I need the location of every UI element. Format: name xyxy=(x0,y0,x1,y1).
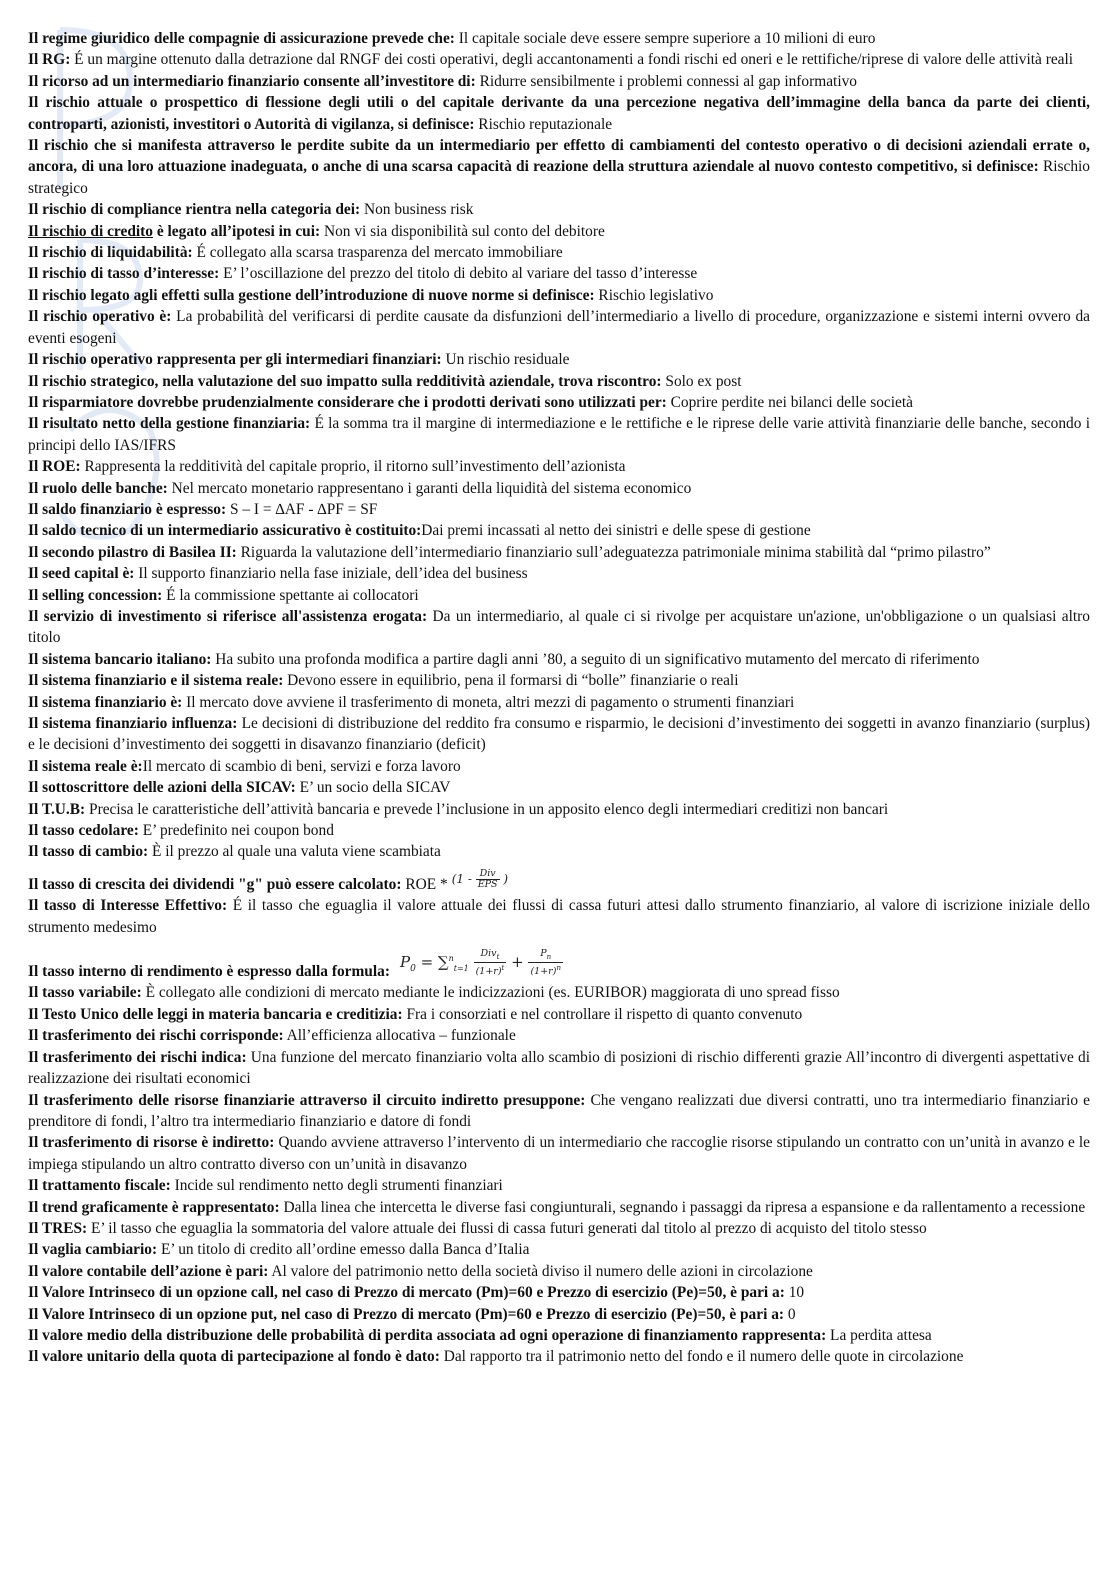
term2-den-sup: n xyxy=(556,963,561,972)
answer-text: 10 xyxy=(784,1284,805,1302)
question-text: Il tasso di crescita dei dividendi "g" può essere calcolato: xyxy=(28,875,402,893)
answer-text: 0 xyxy=(784,1305,796,1323)
answer-text: All’efficienza allocativa – funzionale xyxy=(283,1027,516,1045)
answer-text: È collegato alle condizioni di mercato mediante le indicizzazioni (es. EURIBOR) maggiorata di uno spread fisso xyxy=(141,984,840,1002)
dividend-growth-formula xyxy=(452,869,508,890)
question-text: Il trasferimento dei rischi corrisponde: xyxy=(28,1027,284,1045)
question-text: Il vaglia cambiario: xyxy=(28,1241,158,1259)
question-text: Il valore unitario della quota di partecipazione al fondo è dato: xyxy=(28,1348,440,1366)
qa-entry xyxy=(28,242,1090,263)
answer-text: Il mercato dove avviene il trasferimento di moneta, altri mezzi di pagamento o strumenti finanziari xyxy=(182,693,795,711)
question-text: Il Valore Intrinseco di un opzione put, nel caso di Prezzo di mercato (Pm)=60 e Prezzo di esercizio (Pe)=50, è pari a: xyxy=(28,1305,785,1323)
question-text: Il Valore Intrinseco di un opzione call, nel caso di Prezzo di mercato (Pm)=60 e Prezzo di esercizio (Pe)=50, è pari a: xyxy=(28,1284,785,1302)
question-text: Il rischio di compliance rientra nella categoria dei: xyxy=(28,201,361,219)
question-text: Il valore contabile dell’azione è pari: xyxy=(28,1262,269,1280)
term1-numerator xyxy=(474,949,507,963)
term2-num-sub: n xyxy=(546,952,552,961)
question-text: Il tasso interno di rendimento è espresso dalla formula: xyxy=(28,963,390,981)
term1-den-sup: t xyxy=(501,963,505,972)
qa-entry xyxy=(28,135,1090,199)
question-underlined-text: Il rischio di credito xyxy=(28,222,153,240)
formula-denominator: EPS xyxy=(477,878,498,890)
formula-sum: = ∑ xyxy=(415,953,449,972)
formula-plus: + xyxy=(506,953,529,972)
qa-entry xyxy=(28,713,1090,756)
qa-entry xyxy=(28,1090,1090,1133)
qa-entry xyxy=(28,1346,1090,1367)
qa-entry xyxy=(28,456,1090,477)
formula-lhs-sub: 0 xyxy=(410,964,416,975)
qa-entry xyxy=(28,670,1090,691)
question-text: Il RG: xyxy=(28,51,71,69)
qa-entry xyxy=(28,799,1090,820)
answer-text: É la somma tra il margine di intermediazione e le rettifiche e le riprese delle varie attività finanziarie delle banche, secondo i principi dello IAS/IFRS xyxy=(28,415,1090,454)
answer-text: Rischio reputazionale xyxy=(474,115,613,133)
question-text: è legato all’ipotesi in cui: xyxy=(152,222,321,240)
answer-text: Rischio strategico xyxy=(28,158,1090,197)
formula-term2 xyxy=(528,949,562,977)
question-text: Il seed capital è: xyxy=(28,565,135,583)
question-text: Il sistema finanziario influenza: xyxy=(28,715,238,732)
question-text: Il T.U.B: xyxy=(28,800,86,818)
question-text: Il risultato netto della gestione finanziaria: xyxy=(28,415,311,433)
qa-entry xyxy=(28,392,1090,413)
answer-text: É un margine ottenuto dalla detrazione dal RNGF dei costi operativi, degli accantonamenti a fondi rischi ed oneri e le rettifiche/riprese di valore delle attività reali xyxy=(70,51,1074,69)
answer-text: E’ un titolo di credito all’ordine emesso dalla Banca d’Italia xyxy=(157,1241,530,1259)
qa-entry xyxy=(28,938,1090,982)
qa-entry xyxy=(28,1304,1090,1325)
qa-entry xyxy=(28,199,1090,220)
qa-entry xyxy=(28,1175,1090,1196)
question-text: Il sistema finanziario e il sistema reale: xyxy=(28,672,284,690)
qa-entry xyxy=(28,649,1090,670)
qa-entry xyxy=(28,1197,1090,1218)
answer-text: Dal rapporto tra il patrimonio netto del fondo e il numero delle quote in circolazione xyxy=(439,1348,964,1366)
answer-text: La probabilità del verificarsi di perdite causate da disfunzioni dell’intermediario a livello di procedure, organizzazione e sistemi interni ovvero da eventi esogeni xyxy=(28,308,1090,347)
question-text: Il rischio che si manifesta attraverso le perdite subite da un intermediario per effetto di cambiamenti del contesto operativo o di decisioni aziendali errate o, ancora, di una loro attuazione inadeguata, o anche di una scarsa capacità di reazione della struttura aziendale al nuovo contesto competitivo, si definisce: xyxy=(28,137,1090,176)
answer-text: Al valore del patrimonio netto della società diviso il numero delle azioni in circolazione xyxy=(268,1262,813,1280)
question-text: Il tasso variabile: xyxy=(28,984,142,1002)
question-text: Il rischio di liquidabilità: xyxy=(28,244,193,262)
qa-list xyxy=(28,28,1090,1368)
qa-entry xyxy=(28,371,1090,392)
qa-entry xyxy=(28,1261,1090,1282)
irr-formula xyxy=(400,948,563,980)
qa-entry xyxy=(28,221,1090,242)
answer-text: É il tasso che eguaglia il valore attuale dei flussi di cassa futuri attesi dallo strumento finanziario, al valore di iscrizione iniziale dello strumento medesimo xyxy=(28,897,1090,936)
qa-entry xyxy=(28,349,1090,370)
answer-text: Devono essere in equilibrio, pena il formarsi di “bolle” finanziarie o reali xyxy=(283,672,739,690)
qa-entry xyxy=(28,982,1090,1003)
answer-text: E’ predefinito nei coupon bond xyxy=(138,822,334,840)
qa-entry xyxy=(28,1218,1090,1239)
question-text: Il tasso cedolare: xyxy=(28,822,139,840)
qa-entry xyxy=(28,71,1090,92)
answer-text: Solo ex post xyxy=(661,372,742,390)
question-text: Il saldo finanziario è espresso: xyxy=(28,500,227,518)
answer-text: Il capitale sociale deve essere sempre superiore a 10 milioni di euro xyxy=(454,30,876,47)
question-text: Il TRES: xyxy=(28,1219,88,1237)
answer-text: È il prezzo al quale una valuta viene scambiata xyxy=(148,843,441,861)
qa-entry xyxy=(28,1239,1090,1260)
question-text: Il trattamento fiscale: xyxy=(28,1177,171,1195)
answer-text: Rischio legislativo xyxy=(594,286,714,304)
qa-entry xyxy=(28,478,1090,499)
term1-denominator xyxy=(474,963,507,977)
answer-text: Riguarda la valutazione dell’intermediario finanziario sull’adeguatezza patrimoniale minima stabilità dal “primo pilastro” xyxy=(236,543,991,561)
qa-entry xyxy=(28,1025,1090,1046)
term1-num-sub: t xyxy=(496,952,500,961)
term1-den-text: (1+r) xyxy=(475,966,502,978)
formula-close: ) xyxy=(503,871,509,886)
question-text: Il ROE: xyxy=(28,458,81,476)
question-text: Il rischio attuale o prospettico di flessione degli utili o del capitale derivante da una percezione negativa dell’immagine della banca da parte dei clienti, controparti, azionisti, investitori o Autorità di vigilanza, si definisce: xyxy=(28,94,1090,133)
qa-entry xyxy=(28,895,1090,938)
question-text: Il sistema reale è: xyxy=(28,757,143,775)
term2-numerator xyxy=(528,949,562,963)
question-text: Il servizio di investimento si riferisce all'assistenza erogata: xyxy=(28,607,428,625)
qa-entry xyxy=(28,542,1090,563)
qa-entry xyxy=(28,306,1090,349)
answer-text: Non business risk xyxy=(360,201,474,219)
qa-entry xyxy=(28,606,1090,649)
answer-text: Il supporto finanziario nella fase iniziale, dell’idea del business xyxy=(134,565,528,583)
term2-den-text: (1+r) xyxy=(530,966,557,978)
formula-lhs: P xyxy=(399,953,411,972)
qa-entry xyxy=(28,499,1090,520)
question-text: Il trasferimento di risorse è indiretto: xyxy=(28,1134,275,1152)
question-text: Il sistema bancario italiano: xyxy=(28,650,212,668)
qa-entry xyxy=(28,263,1090,284)
answer-text: Rappresenta la redditività del capitale proprio, il ritorno sull’investimento dell’azionista xyxy=(80,458,626,476)
question-text: Il valore medio della distribuzione delle probabilità di perdita associata ad ogni operazione di finanziamento rappresenta: xyxy=(28,1326,827,1344)
qa-entry xyxy=(28,777,1090,798)
answer-text: Un rischio residuale xyxy=(441,351,570,369)
qa-entry xyxy=(28,841,1090,862)
question-text: Il trasferimento dei rischi indica: xyxy=(28,1048,247,1066)
question-text: Il trasferimento delle risorse finanziarie attraverso il circuito indiretto presuppone: xyxy=(28,1091,586,1109)
qa-entry xyxy=(28,49,1090,70)
answer-text: Dalla linea che intercetta le diverse fasi congiunturali, segnando i passaggi da ripresa a espansione e da rallentamento a recessione xyxy=(279,1198,1086,1216)
qa-entry xyxy=(28,563,1090,584)
answer-text: Il mercato di scambio di beni, servizi e forza lavoro xyxy=(142,757,461,775)
answer-text: S – I = ∆AF - ∆PF = SF xyxy=(226,500,378,518)
qa-entry xyxy=(28,285,1090,306)
qa-entry xyxy=(28,1004,1090,1025)
formula-term1 xyxy=(474,949,507,977)
question-text: Il rischio operativo è: xyxy=(28,308,172,326)
qa-entry xyxy=(28,92,1090,135)
answer-text: Precisa le caratteristiche dell’attività bancaria e prevede l’inclusione in un apposito elenco degli intermediari creditizi non bancari xyxy=(85,800,889,818)
answer-text: É la commissione spettante ai collocatori xyxy=(162,586,419,604)
answer-text: Dai premi incassati al netto dei sinistri e delle spese di gestione xyxy=(421,522,811,540)
question-text: Il sistema finanziario è: xyxy=(28,693,183,711)
answer-text: Nel mercato monetario rappresentano i garanti della liquidità del sistema economico xyxy=(167,479,692,497)
term2-denominator xyxy=(528,963,562,977)
question-text: Il saldo tecnico di un intermediario assicurativo è costituito: xyxy=(28,522,422,540)
answer-text: Fra i consorziati e nel controllare il rispetto di quanto convenuto xyxy=(402,1005,803,1023)
formula-fraction xyxy=(476,869,500,890)
question-text: Il tasso di cambio: xyxy=(28,843,149,861)
qa-entry xyxy=(28,692,1090,713)
qa-entry xyxy=(28,1325,1090,1346)
answer-text: Coprire perdite nei bilanci delle società xyxy=(666,393,913,411)
question-text: Il regime giuridico delle compagnie di assicurazione prevede che: xyxy=(28,30,455,47)
question-text: Il Testo Unico delle leggi in materia bancaria e creditizia: xyxy=(28,1005,403,1023)
term1-num-text: Div xyxy=(480,948,497,960)
question-text: Il rischio legato agli effetti sulla gestione dell’introduzione di nuove norme si definisce: xyxy=(28,286,595,304)
question-text: Il tasso di Interesse Effettivo: xyxy=(28,897,228,915)
question-text: Il selling concession: xyxy=(28,586,163,604)
qa-entry xyxy=(28,820,1090,841)
answer-text: Quando avviene attraverso l’intervento di un intermediario che raccoglie risorse stipulando un contratto con un’unità in avanzo e le impiega stipulando un altro contratto diverso con un’unità in disavanzo xyxy=(28,1134,1090,1173)
answer-text: Una funzione del mercato finanziario volta allo scambio di posizioni di rischio differenti grazie All’incontro di divergenti aspettative di realizzazione dei risultati economici xyxy=(28,1048,1091,1088)
qa-entry xyxy=(28,413,1090,456)
answer-text: Non vi sia disponibilità sul conto del debitore xyxy=(320,222,605,240)
question-text: Il ruolo delle banche: xyxy=(28,479,168,497)
qa-entry xyxy=(28,28,1090,49)
answer-text: É collegato alla scarsa trasparenza del mercato immobiliare xyxy=(192,244,563,262)
qa-entry xyxy=(28,585,1090,606)
question-text: Il rischio strategico, nella valutazione del suo impatto sulla redditività aziendale, trova riscontro: xyxy=(28,372,662,390)
question-text: Il rischio operativo rappresenta per gli intermediari finanziari: xyxy=(28,351,442,369)
question-text: Il sottoscrittore delle azioni della SICAV: xyxy=(28,779,296,797)
term2-num-text: P xyxy=(540,948,547,960)
question-text: Il trend graficamente è rappresentato: xyxy=(28,1198,280,1216)
question-text: Il ricorso ad un intermediario finanziario consente all’investitore di: xyxy=(28,72,476,90)
answer-text: Da un intermediario, al quale ci si rivolge per acquistare un'azione, un'obbligazione o un qualsiasi altro titolo xyxy=(28,607,1090,647)
answer-text: Che vengano realizzati due diversi contratti, uno tra intermediario finanziario e prenditore di fondi, l’altro tra intermediario finanziario e datore di fondi xyxy=(28,1091,1091,1130)
answer-text: E’ il tasso che eguaglia la sommatoria del valore attuale dei flussi di cassa futuri generati dal titolo al prezzo di acquisto del titolo stesso xyxy=(87,1219,927,1237)
qa-entry xyxy=(28,1282,1090,1303)
answer-text: E’ l’oscillazione del prezzo del titolo di debito al variare del tasso d’interesse xyxy=(219,265,698,283)
qa-entry xyxy=(28,520,1090,541)
question-text: Il secondo pilastro di Basilea II: xyxy=(28,543,237,561)
formula-sum-sub: t=1 xyxy=(453,964,469,974)
answer-text: ROE * xyxy=(401,875,448,893)
question-text: Il rischio di tasso d’interesse: xyxy=(28,265,220,283)
qa-entry xyxy=(28,1047,1090,1090)
answer-text: Le decisioni di distribuzione del reddito fra consumo e risparmio, le decisioni d’investimento dei soggetti in avanzo finanziario (surplus) e le decisioni d’investimento dei soggetti in disavanzo finanziario (deficit) xyxy=(28,715,1090,754)
formula-numerator: Div xyxy=(476,869,500,880)
answer-text: La perdita attesa xyxy=(826,1326,932,1344)
qa-entry xyxy=(28,1132,1090,1175)
answer-text: Ridurre sensibilmente i problemi connessi al gap informativo xyxy=(475,72,857,90)
answer-text: Ha subito una profonda modifica a partire dagli anni ’80, a seguito di un significativo mutamento del mercato di riferimento xyxy=(211,650,980,668)
answer-text: E’ un socio della SICAV xyxy=(295,779,451,797)
answer-text: Incide sul rendimento netto degli strumenti finanziari xyxy=(170,1177,503,1195)
formula-open: (1 - xyxy=(451,871,472,886)
formula-sum-sup: n xyxy=(448,954,454,964)
qa-entry xyxy=(28,863,1090,895)
qa-entry xyxy=(28,756,1090,777)
question-text: Il risparmiatore dovrebbe prudenzialmente considerare che i prodotti derivati sono utilizzati per: xyxy=(28,393,667,411)
